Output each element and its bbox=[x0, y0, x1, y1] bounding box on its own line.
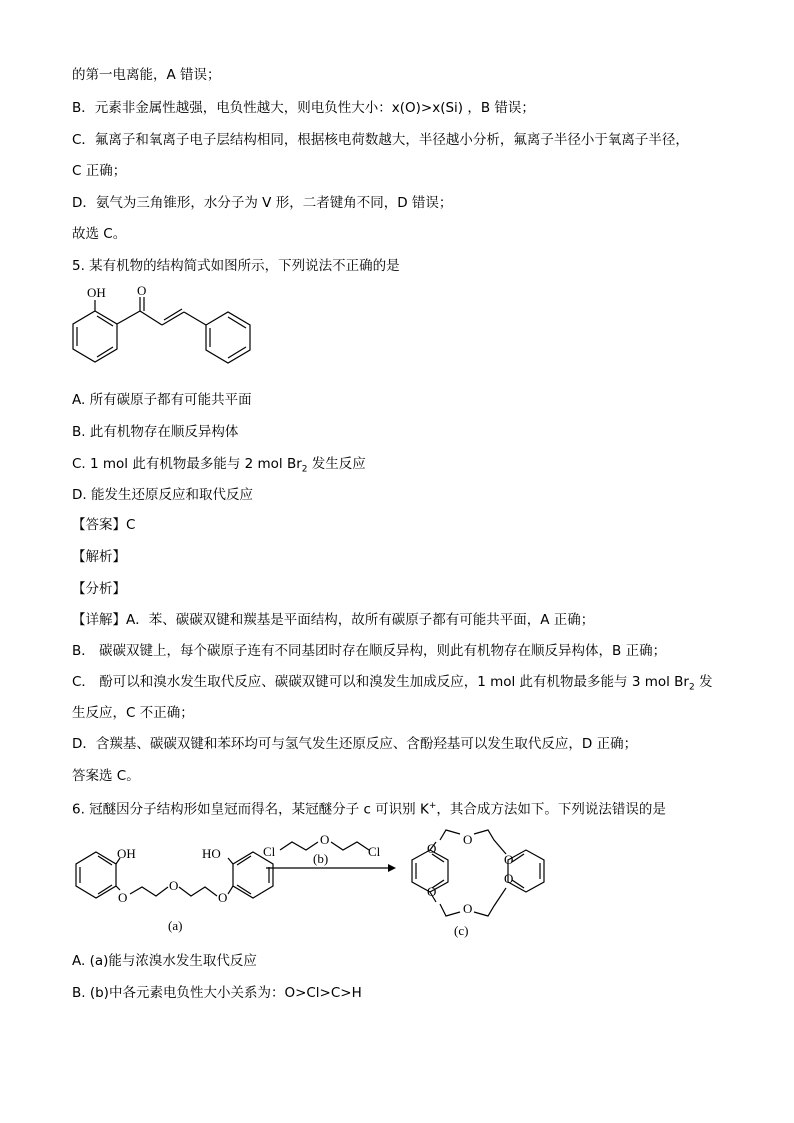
option-6b: B. (b)中各元素电负性大小关系为：O>Cl>C>H bbox=[72, 985, 362, 1001]
detail-line: B． 碳碳双键上，每个碳原子连有不同基团时存在顺反异构，则此有机物存在顺反异构体，B 正确； bbox=[72, 643, 667, 659]
ether-o-label: O bbox=[169, 878, 179, 893]
question-5-stem: 5. 某有机物的结构简式如图所示，下列说法不正确的是 bbox=[72, 258, 400, 274]
ring-o-label: O bbox=[504, 871, 514, 886]
chloro-label: Cl bbox=[368, 844, 381, 859]
label-c: (c) bbox=[454, 923, 469, 938]
text-line: B．元素非金属性越强，电负性越大，则电负性大小：x(O)>x(Si) ，B 错误； bbox=[72, 100, 535, 116]
option-5a: A. 所有碳原子都有可能共平面 bbox=[72, 392, 252, 408]
ring-o-label: O bbox=[427, 841, 437, 856]
answer-label: 【答案】C bbox=[72, 517, 136, 533]
synthesis-figure-q6 bbox=[70, 820, 550, 945]
label-a: (a) bbox=[168, 918, 183, 933]
ring-o-label: O bbox=[504, 852, 514, 867]
ether-o-label: O bbox=[218, 890, 228, 905]
ether-o-label: O bbox=[320, 832, 330, 847]
detail-line: 生反应，C 不正确； bbox=[72, 705, 194, 721]
hydroxyl-label: OH bbox=[87, 285, 106, 300]
carbonyl-oxygen-label: O bbox=[137, 283, 147, 298]
option-5d: D. 能发生还原反应和取代反应 bbox=[72, 487, 253, 503]
analysis-label: 【解析】 bbox=[72, 549, 126, 565]
option-5b: B. 此有机物存在顺反异构体 bbox=[72, 424, 239, 440]
chloro-label: Cl bbox=[263, 844, 276, 859]
text-line: C 正确； bbox=[72, 163, 127, 179]
option-5c: C. 1 mol 此有机物最多能与 2 mol $Br_2$ 发生反应 bbox=[72, 456, 366, 475]
detail-line: C． 酚可以和溴水发生取代反应、碳碳双键可以和溴发生加成反应，1 mol 此有机物最多能与 3 mol $Br_2$ 发 bbox=[72, 674, 713, 693]
text-line: 故选 C。 bbox=[72, 226, 127, 242]
hydroxyl-label-a1: OH bbox=[117, 846, 136, 861]
detail-line: 【详解】A．苯、碳碳双键和羰基是平面结构，故所有碳原子都有可能共平面，A 正确； bbox=[72, 612, 595, 628]
text-line: D．氨气为三角锥形，水分子为 V 形，二者键角不同，D 错误； bbox=[72, 195, 453, 211]
structure-figure-q5 bbox=[70, 283, 270, 373]
hydroxyl-label-a2: HO bbox=[202, 846, 221, 861]
option-6a: A. (a)能与浓溴水发生取代反应 bbox=[72, 953, 257, 969]
label-b: (b) bbox=[313, 851, 329, 866]
detail-line: D．含羰基、碳碳双键和苯环均可与氢气发生还原反应、含酚羟基可以发生取代反应，D 正确； bbox=[72, 736, 638, 752]
ring-o-label: O bbox=[463, 901, 473, 916]
ether-o-label: O bbox=[118, 890, 128, 905]
detail-line: 答案选 C。 bbox=[72, 768, 140, 784]
text-line: C．氟离子和氧离子电子层结构相同，根据核电荷数越大，半径越小分析，氟离子半径小于氧离子半径， bbox=[72, 132, 689, 148]
ring-o-label: O bbox=[427, 884, 437, 899]
text-line: 的第一电离能，A 错误； bbox=[72, 67, 221, 83]
ring-o-label: O bbox=[463, 832, 473, 847]
fenxi-label: 【分析】 bbox=[72, 581, 126, 597]
question-6-stem: 6. 冠醚因分子结构形如皇冠而得名，某冠醚分子 c 可识别 K+，其合成方法如下。下列说法错误的是 bbox=[72, 801, 666, 818]
